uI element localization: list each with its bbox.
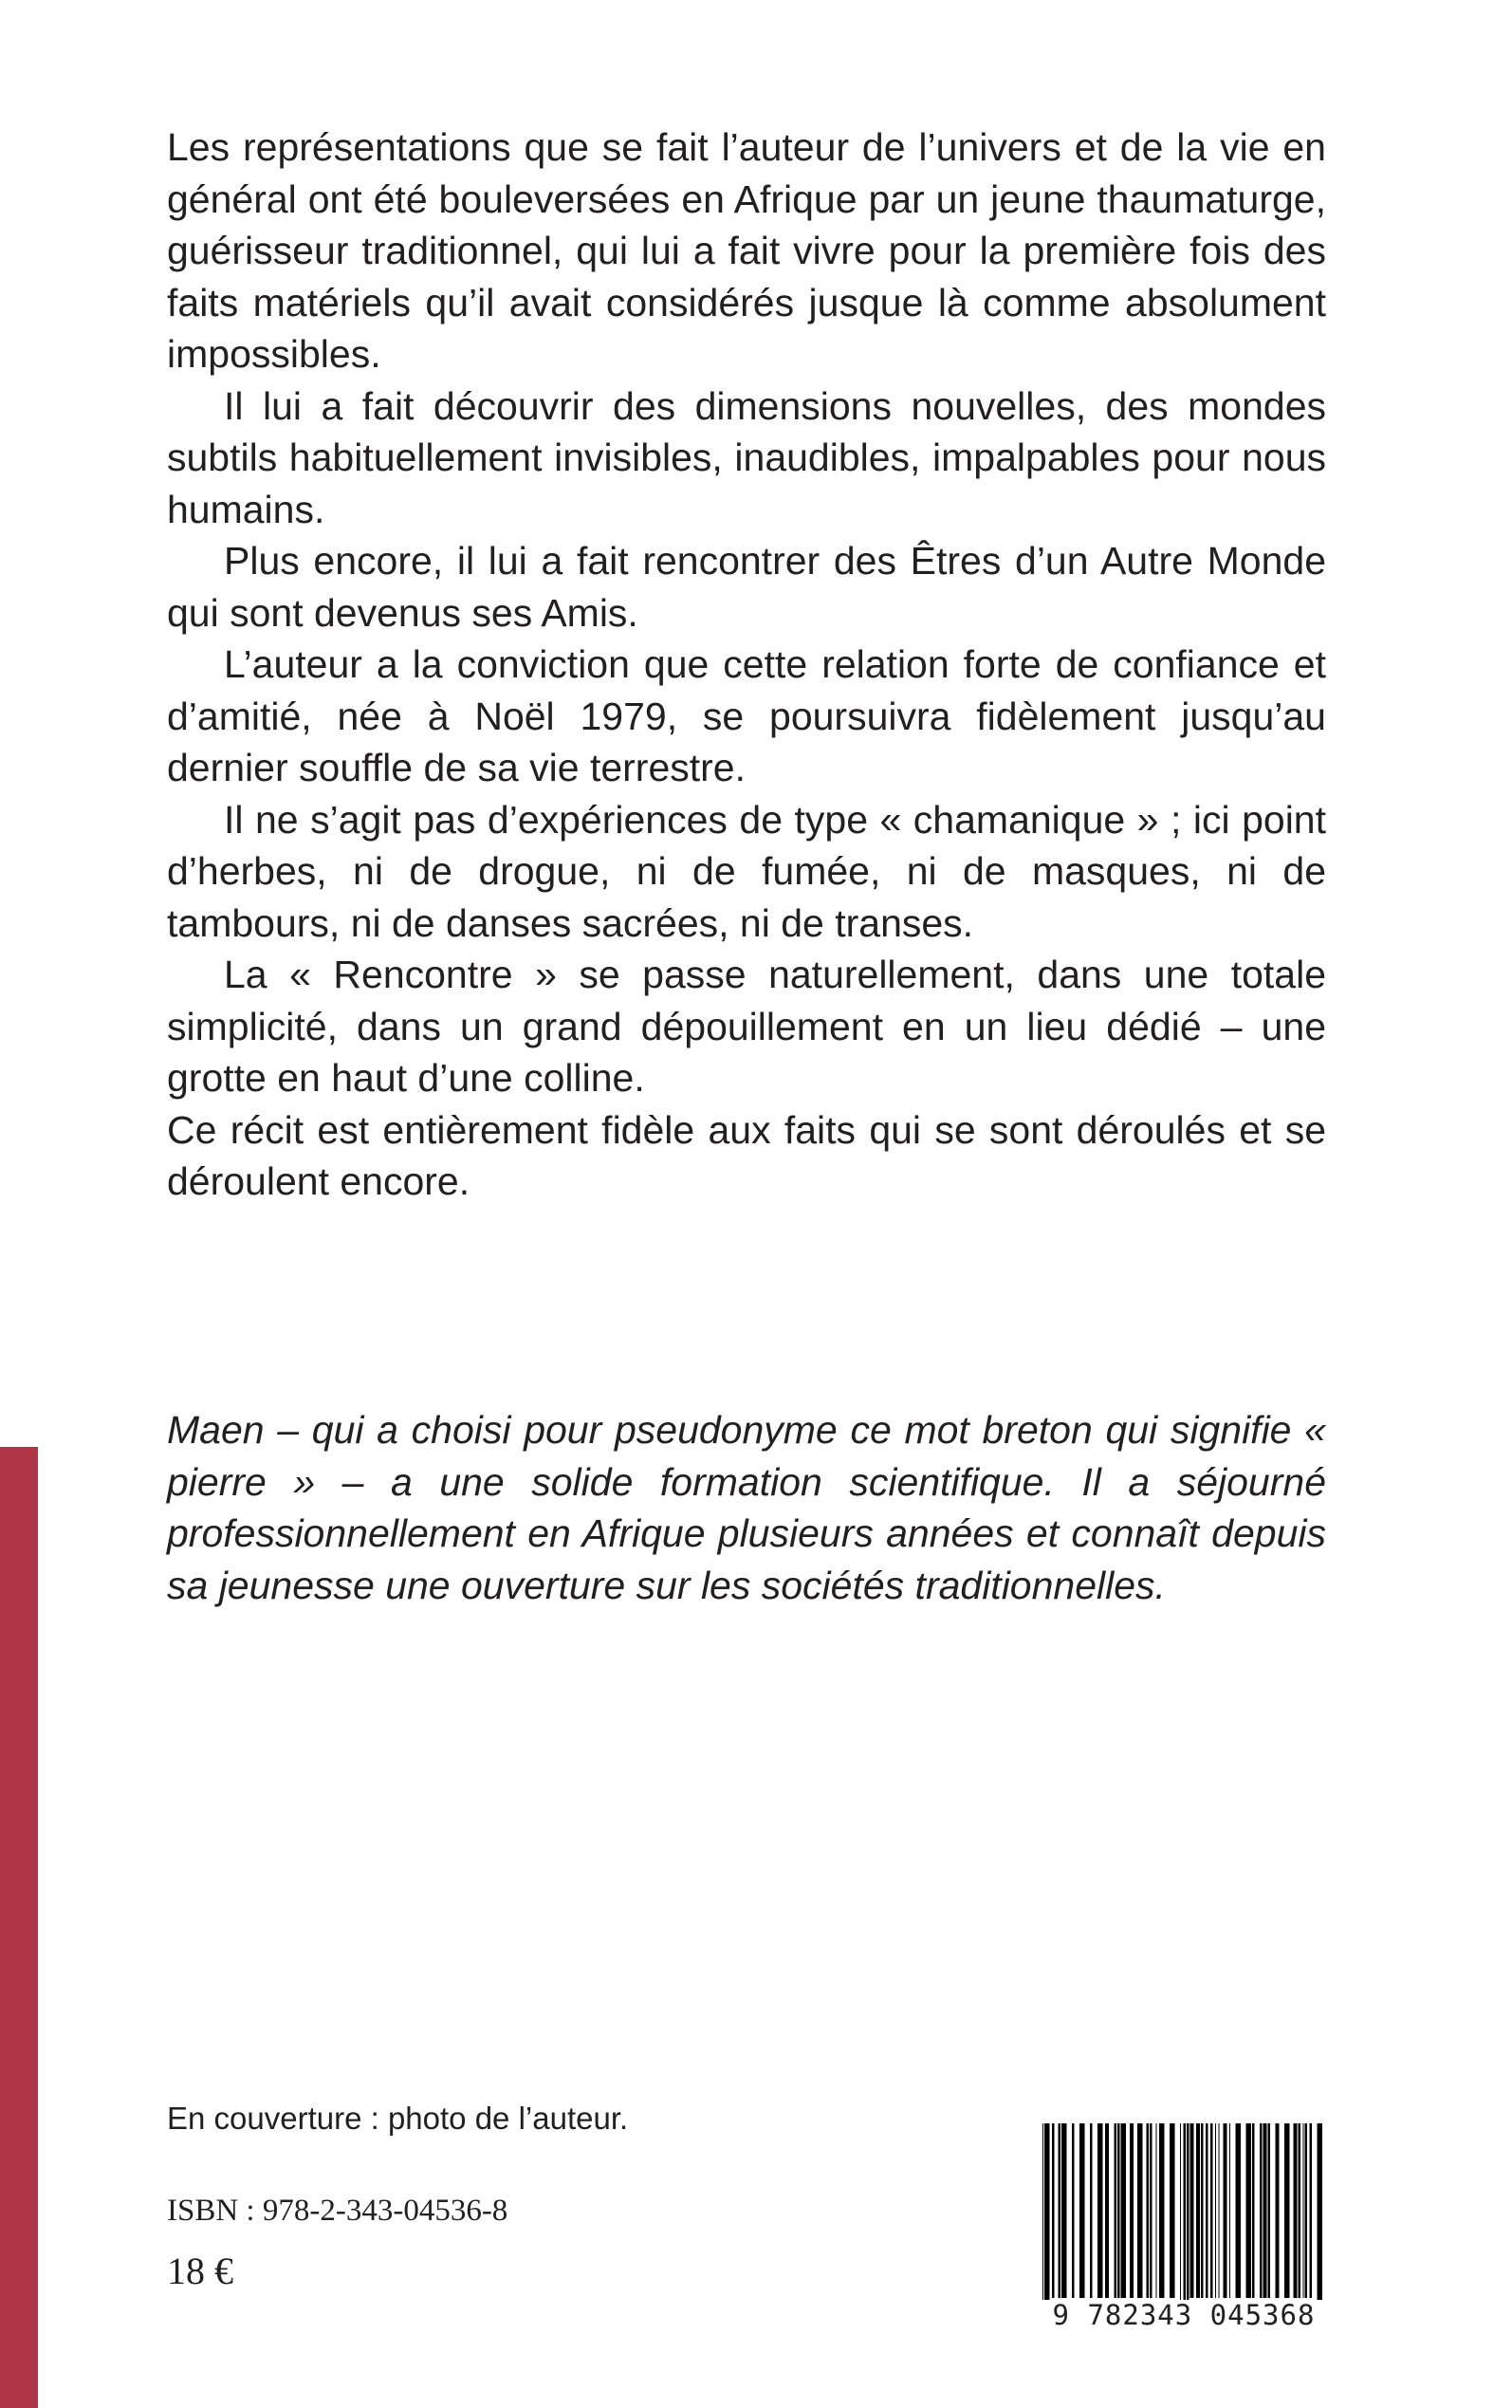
cover-credit: En couverture : photo de l’auteur.	[167, 2101, 629, 2136]
barcode-bar	[1190, 2123, 1194, 2298]
barcode-digits: 9 782343 045368	[1039, 2300, 1329, 2330]
price-label: 18 €	[167, 2250, 233, 2292]
barcode-bar	[1170, 2123, 1175, 2298]
barcode-bar	[1184, 2123, 1187, 2313]
barcode-bar	[1252, 2123, 1255, 2298]
barcode-bar	[1105, 2123, 1109, 2298]
barcode-bar	[1263, 2123, 1267, 2298]
barcode-bar	[1201, 2123, 1204, 2298]
barcode-bar	[1196, 2123, 1200, 2298]
barcode-bar	[1246, 2123, 1252, 2298]
summary-paragraph-6: La « Rencontre » se passe naturellement, dans une totale simplicité, dans un grand dépouillement en un lieu dédié – une grotte en haut d’une colline.	[167, 953, 1326, 1100]
barcode-bar	[1219, 2123, 1220, 2298]
barcode-bar	[1150, 2123, 1152, 2298]
barcode-bar	[1156, 2123, 1157, 2298]
summary-paragraph-4: L’auteur a la conviction que cette relation forte de confiance et d’amitié, née à Noël 1979, se poursuivra fidèlement jusqu’au dernier souffle de sa vie terrestre.	[167, 642, 1326, 789]
back-cover-summary	[167, 121, 1326, 1208]
summary-paragraph-5: Il ne s’agit pas d’expériences de type « chamanique » ; ici point d’herbes, ni de drogue, ni de fumée, ni de masques, ni de tambours, ni de danses sacrées, ni de transes.	[167, 797, 1326, 945]
summary-paragraph-3: Plus encore, il lui a fait rencontrer des Êtres d’un Autre Monde qui sont devenus ses Amis.	[167, 539, 1326, 635]
barcode-bar	[1115, 2123, 1117, 2298]
barcode-bar	[1079, 2123, 1085, 2298]
isbn-label: ISBN : 978-2-343-04536-8	[167, 2194, 508, 2228]
barcode-bar	[1305, 2123, 1308, 2298]
isbn-barcode	[1039, 2123, 1329, 2330]
barcode-bar	[1236, 2123, 1242, 2298]
barcode-bar	[1303, 2123, 1304, 2298]
barcode-bar	[1284, 2123, 1290, 2298]
barcode-bar	[1059, 2123, 1061, 2298]
barcode-bar	[1072, 2123, 1075, 2298]
barcode-bar	[1130, 2123, 1134, 2298]
barcode-bar	[1117, 2123, 1120, 2298]
author-bio	[167, 1404, 1326, 1611]
barcode-bar	[1042, 2123, 1043, 2313]
barcode-bar	[1276, 2123, 1280, 2298]
barcode-bar	[1229, 2123, 1230, 2298]
barcode-bar	[1147, 2123, 1150, 2298]
barcode-bar	[1159, 2123, 1165, 2298]
barcode-bar	[1224, 2123, 1227, 2298]
barcode-bar	[1206, 2123, 1208, 2298]
author-bio-text: – qui a choisi pour pseudonyme ce mot breton qui signifie « pierre » – a une solide formation scientifique. Il a séjourné professionnellement en Afrique plusieurs années et connaît depuis sa jeunesse une ouverture sur les sociétés traditionnelles.	[167, 1408, 1326, 1607]
summary-paragraph-2: Il lui a fait découvrir des dimensions nouvelles, des mondes subtils habituellement invisibles, inaudibles, impalpables pour nous humains.	[167, 383, 1326, 531]
summary-paragraph-7: Ce récit est entièrement fidèle aux faits qui se sont déroulés et se déroulent encore.	[167, 1107, 1326, 1203]
author-name: Maen	[167, 1408, 265, 1452]
barcode-bar	[1121, 2123, 1127, 2298]
barcode-bar	[1180, 2123, 1181, 2313]
barcode-bar	[1318, 2123, 1323, 2313]
barcode-bar	[1260, 2123, 1263, 2298]
barcode-bar	[1294, 2123, 1298, 2298]
barcode-bar	[1187, 2123, 1189, 2313]
barcode-bar	[1310, 2123, 1313, 2298]
barcode-bar	[1052, 2123, 1055, 2298]
barcode-bar	[1215, 2123, 1216, 2298]
barcode-bar	[1268, 2123, 1271, 2298]
barcode-bar	[1137, 2123, 1143, 2298]
barcode-bar	[1299, 2123, 1301, 2298]
barcode-bar	[1097, 2123, 1103, 2298]
barcode-bar	[1061, 2123, 1067, 2298]
barcode-bar	[1044, 2123, 1050, 2313]
accent-bar	[0, 1447, 38, 2408]
barcode-bar	[1090, 2123, 1093, 2298]
summary-paragraph-1: Les représentations que se fait l’auteur de l’univers et de la vie en général ont été bouleversées en Afrique par un jeune thaumaturge, guérisseur traditionnel, qui lui a fait vivre pour la première fois des faits matériels qu’il avait considérés jusque là comme absolument impossibles.	[167, 125, 1326, 376]
barcode-bar	[1210, 2123, 1213, 2298]
